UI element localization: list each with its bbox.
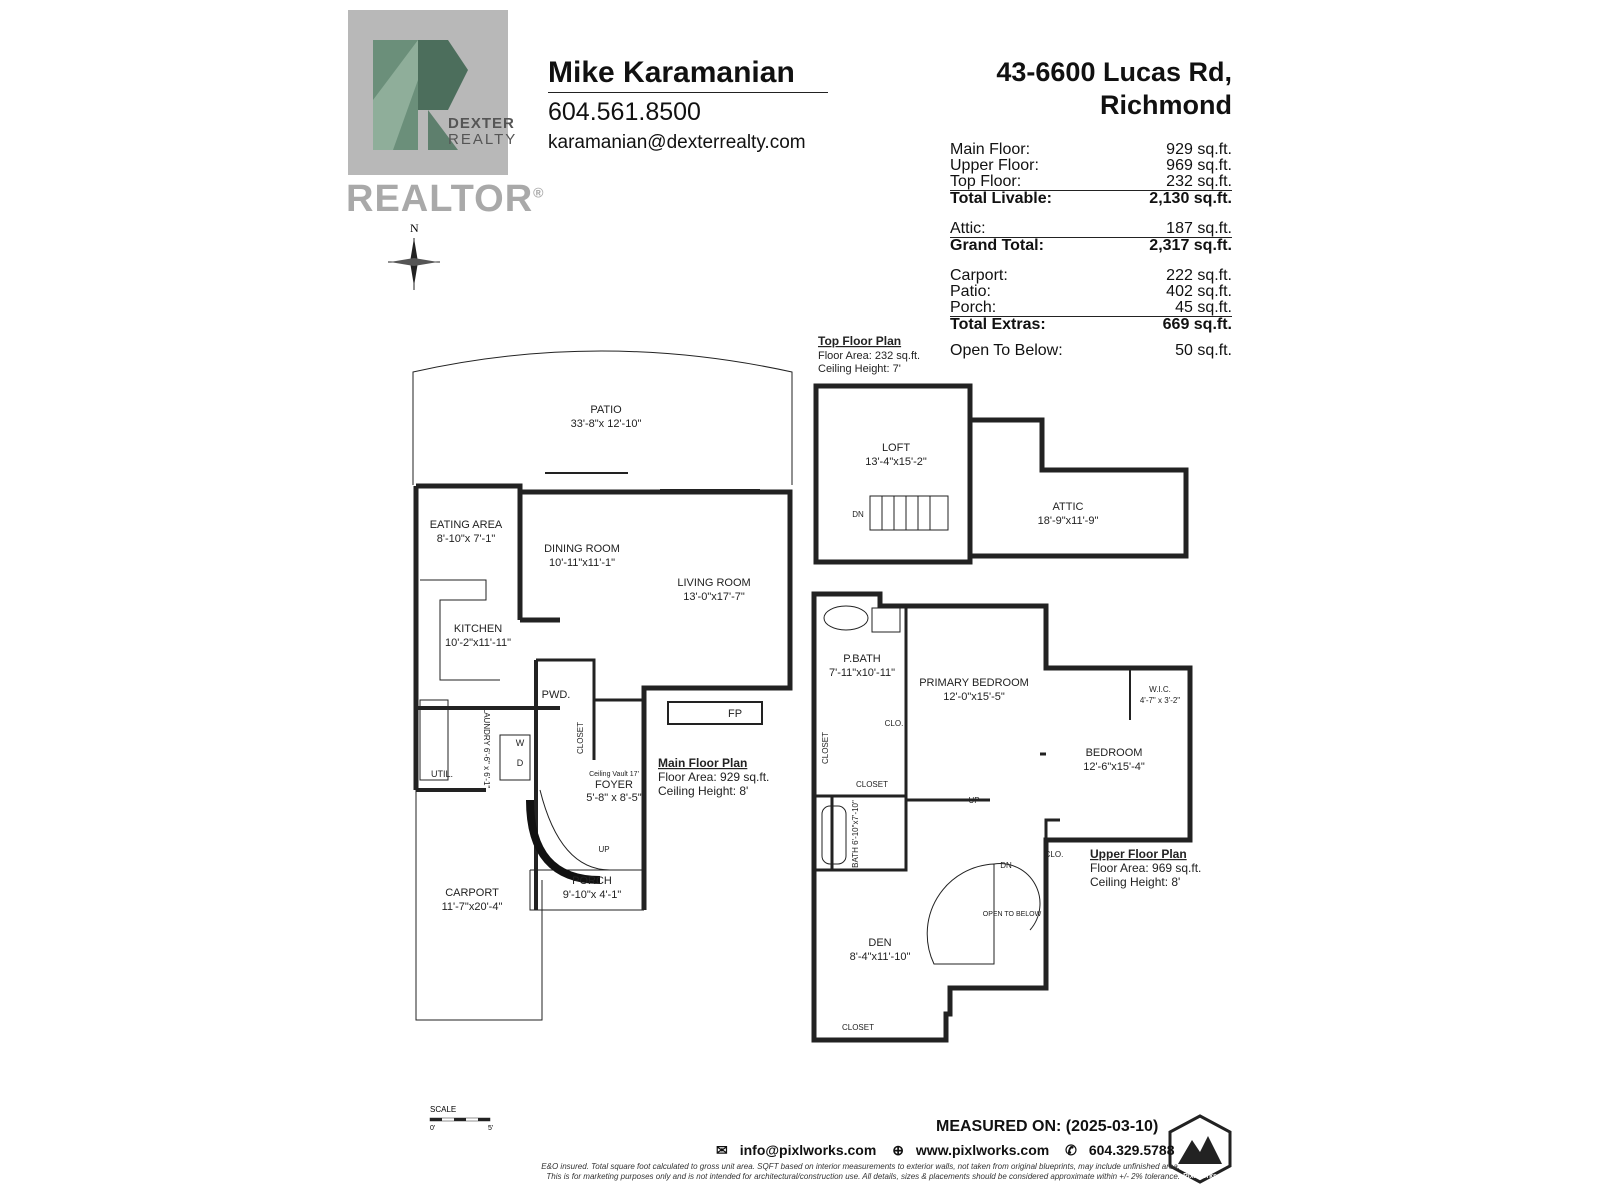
stat-label: Main Floor: — [950, 141, 1031, 158]
room-dryer: D — [516, 758, 524, 768]
agent-email[interactable]: karamanian@dexterrealty.com — [548, 132, 806, 153]
open-to-below: OPEN TO BELOW — [982, 911, 1042, 918]
main-floor-ceiling: Ceiling Height: 8' — [658, 784, 749, 798]
scale-min: 0' — [430, 1125, 436, 1132]
address-line1: 43-6600 Lucas Rd, — [996, 57, 1232, 87]
top-floor-title: Top Floor Plan — [818, 334, 902, 348]
disclaimer-line1: E&O insured. Total square foot calculated to gross unit area. SQFT based on interior measurements to exterior walls, not taken from original blueprints, may include unfinished area. — [541, 1162, 1180, 1171]
disclaimer — [440, 1162, 1180, 1182]
stat-value: 222 sq.ft. — [1166, 267, 1232, 284]
stat-label: Total Extras: — [950, 316, 1046, 333]
agent-phone[interactable]: 604.561.8500 — [548, 98, 701, 126]
agent-name: Mike Karamanian — [548, 56, 828, 93]
room-den-dim: 8'-4"x11'-10" — [849, 951, 911, 963]
room-fp: FP — [727, 708, 743, 720]
top-floor-labels — [852, 442, 1098, 527]
room-closet-pbath: CLOSET — [821, 731, 830, 765]
scale-max: 5' — [488, 1125, 494, 1132]
stat-value: 232 sq.ft. — [1166, 173, 1232, 190]
mail-icon: ✉ — [716, 1142, 728, 1158]
room-kitchen: KITCHEN — [453, 623, 503, 635]
scale-label: SCALE — [430, 1105, 457, 1114]
room-patio-dim: 33'-8"x 12'-10" — [570, 418, 642, 430]
room-dining-dim: 10'-11"x11'-1" — [548, 557, 616, 569]
stat-label: Top Floor: — [950, 173, 1022, 190]
dexter-text: DEXTER — [448, 115, 515, 132]
room-primary-dim: 12'-0"x15'-5" — [943, 691, 1005, 703]
room-carport: CARPORT — [445, 887, 499, 899]
top-floor-walls — [816, 386, 1186, 562]
main-floor-title: Main Floor Plan — [658, 756, 748, 770]
main-floor-walls — [413, 351, 792, 1020]
room-carport-dim: 11'-7"x20'-4" — [441, 901, 503, 913]
phone-icon: ✆ — [1065, 1142, 1077, 1158]
room-pbath: P.BATH — [843, 653, 881, 665]
stat-value: 187 sq.ft. — [1166, 220, 1232, 237]
room-living: LIVING ROOM — [677, 577, 751, 589]
realtor-text: REALTOR — [346, 178, 534, 220]
room-attic: ATTIC — [1052, 501, 1084, 513]
footer-contact — [716, 1142, 1186, 1159]
stat-value: 50 sq.ft. — [1175, 342, 1232, 359]
room-loft-dim: 13'-4"x15'-2" — [865, 456, 927, 468]
stat-label: Carport: — [950, 267, 1008, 284]
upper-up-label: UP — [968, 796, 980, 805]
room-eating: EATING AREA — [429, 519, 503, 531]
room-foyer-dim: 5'-8" x 8'-5" — [586, 792, 642, 804]
room-bedroom-dim: 12'-6"x15'-4" — [1083, 761, 1145, 773]
upper-floor-area: Floor Area: 969 sq.ft. — [1090, 861, 1202, 875]
stat-value: 669 sq.ft. — [1162, 316, 1232, 333]
stat-label: Open To Below: — [950, 342, 1063, 359]
room-porch-dim: 9'-10"x 4'-1" — [562, 889, 622, 901]
main-floor-area: Floor Area: 929 sq.ft. — [658, 770, 770, 784]
loft-dn-label: DN — [852, 510, 864, 519]
room-closet: CLOSET — [576, 721, 585, 755]
room-foyer: FOYER — [595, 779, 633, 791]
room-porch: PORCH — [572, 875, 612, 887]
stat-label: Porch: — [950, 299, 997, 316]
room-pbath-dim: 7'-11"x10'-11" — [828, 667, 896, 679]
room-living-dim: 13'-0"x17'-7" — [683, 591, 745, 603]
room-clo: CLO. — [884, 719, 904, 728]
room-bedroom: BEDROOM — [1085, 747, 1143, 759]
room-dining: DINING ROOM — [544, 543, 620, 555]
footer-phone[interactable]: 604.329.5788 — [1088, 1142, 1175, 1158]
stat-label: Grand Total: — [950, 237, 1044, 254]
room-clo-hall: CLO. — [1044, 850, 1064, 859]
compass-icon — [388, 238, 440, 290]
loft-stairs — [882, 496, 930, 530]
top-floor-area: Floor Area: 232 sq.ft. — [818, 350, 921, 362]
stat-label: Upper Floor: — [950, 157, 1039, 174]
room-washer: W — [515, 738, 525, 748]
room-closet-den: CLOSET — [841, 1023, 875, 1032]
top-floor-ceiling: Ceiling Height: 7' — [818, 363, 901, 375]
stat-value: 929 sq.ft. — [1166, 141, 1232, 158]
room-laundry: LAUNDRY 6'-6" x 6'-1" — [482, 707, 491, 789]
realtor-mark: ® — [533, 184, 545, 201]
stat-value: 2,317 sq.ft. — [1149, 237, 1232, 254]
room-wic-dim: 4'-7" x 3'-2" — [1139, 696, 1181, 705]
stat-value: 969 sq.ft. — [1166, 157, 1232, 174]
upper-floor-title: Upper Floor Plan — [1090, 847, 1187, 861]
footer-web[interactable]: www.pixlworks.com — [915, 1142, 1050, 1158]
disclaimer-line2: This is for marketing purposes only and is not intended for architectural/construction use. All details, sizes & placements should be considered approximate within +/- 2% tolerance. — [546, 1172, 1180, 1181]
footer-email[interactable]: info@pixlworks.com — [739, 1142, 877, 1158]
stat-value: 2,130 sq.ft. — [1149, 190, 1232, 207]
upper-dn-label: DN — [1000, 861, 1012, 870]
realty-text: REALTY — [448, 131, 518, 148]
stat-label: Total Livable: — [950, 190, 1052, 207]
room-pwd: PWD. — [541, 689, 571, 701]
room-attic-dim: 18'-9"x11'-9" — [1037, 515, 1099, 527]
stat-label: Attic: — [950, 220, 986, 237]
pixlworks-badge-text: PixlWorks — [1183, 1173, 1217, 1180]
stat-value: 402 sq.ft. — [1166, 283, 1232, 300]
main-floor-info — [658, 756, 769, 798]
room-bath: BATH 6'-10"x7'-10" — [851, 800, 860, 868]
room-patio: PATIO — [590, 404, 622, 416]
room-kitchen-dim: 10'-2"x11'-11" — [444, 637, 512, 649]
room-util: UTIL. — [430, 769, 454, 779]
upper-floor-ceiling: Ceiling Height: 8' — [1090, 875, 1181, 889]
main-up-label: UP — [598, 845, 610, 854]
room-loft: LOFT — [881, 442, 911, 454]
room-closet-hall: CLOSET — [855, 780, 889, 789]
top-floor-info — [818, 334, 920, 375]
address-line2: Richmond — [1100, 90, 1232, 120]
room-primary: PRIMARY BEDROOM — [919, 677, 1029, 689]
globe-icon: ⊕ — [892, 1142, 904, 1158]
measured-on: MEASURED ON: (2025-03-10) — [936, 1118, 1159, 1135]
room-wic: W.I.C. — [1149, 685, 1171, 694]
room-foyer-vault: Ceiling Vault 17' — [589, 771, 639, 778]
room-eating-dim: 8'-10"x 7'-1" — [436, 533, 496, 545]
upper-floor-info — [1090, 847, 1201, 889]
scale-bar — [430, 1118, 490, 1121]
stat-value: 45 sq.ft. — [1175, 299, 1232, 316]
stat-label: Patio: — [950, 283, 991, 300]
compass-north: N — [410, 221, 419, 235]
room-den: DEN — [868, 937, 892, 949]
